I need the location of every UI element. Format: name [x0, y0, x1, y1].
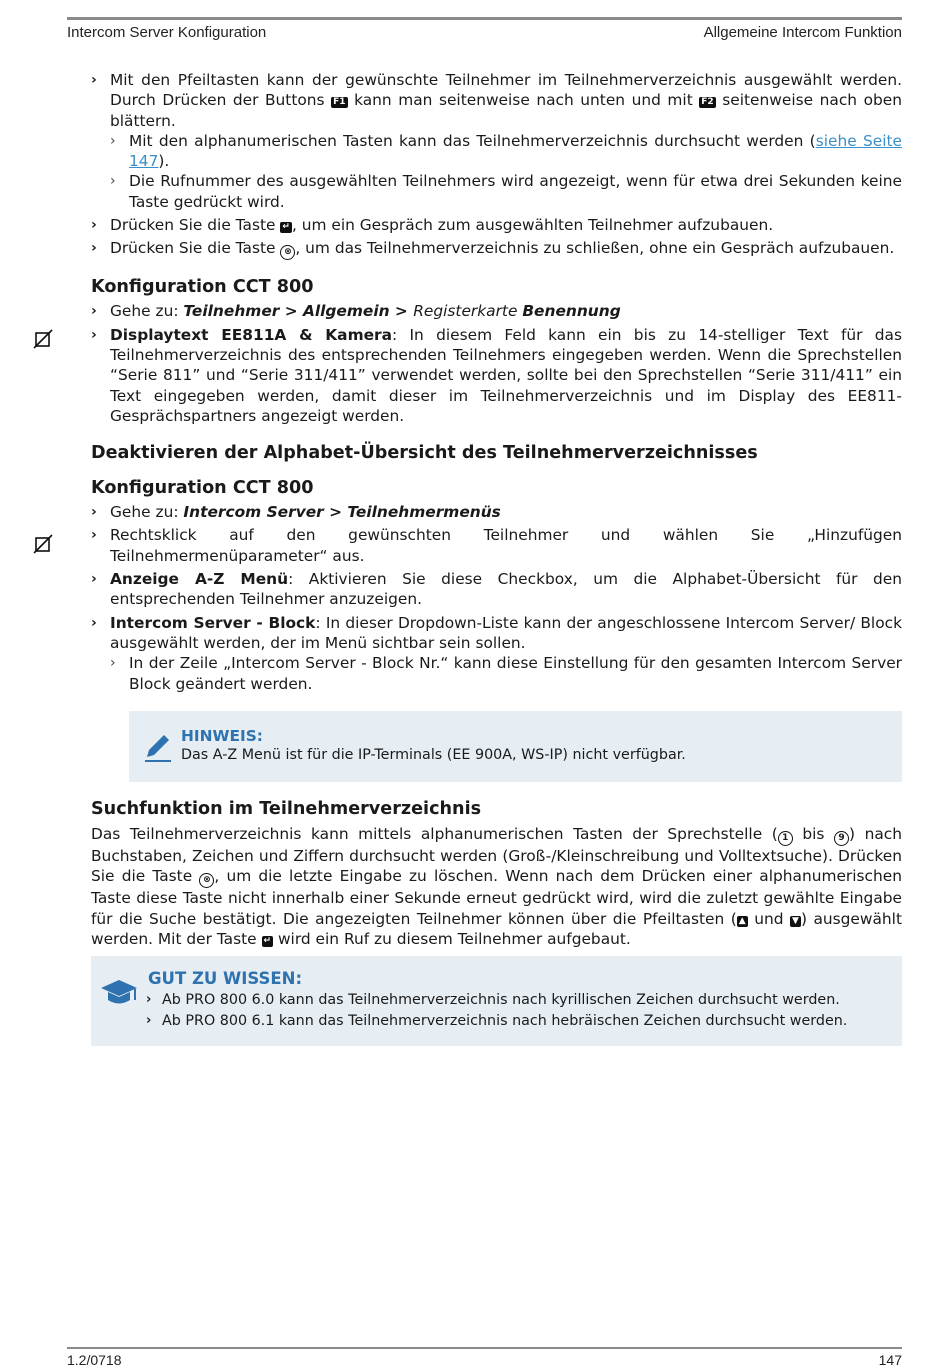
- chevron-outline-icon: ›: [110, 132, 116, 149]
- no-edit-icon: [33, 329, 53, 349]
- graduation-cap-icon: [99, 976, 139, 1008]
- enter-key-icon: ↵: [263, 935, 272, 946]
- list-item: › Gehe zu: Intercom Server > Teilnehmermenüs: [91, 503, 501, 522]
- down-key-icon: ▼: [792, 915, 799, 926]
- header-left: Intercom Server Konfiguration: [67, 24, 267, 41]
- good-to-know-box: [91, 956, 902, 1046]
- chevron-right-icon: ›: [91, 72, 97, 88]
- chevron-right-icon: ›: [91, 504, 97, 521]
- up-key-icon: ▲: [738, 915, 746, 926]
- chevron-right-icon: ›: [91, 240, 97, 257]
- footer-rule: [67, 1347, 902, 1349]
- list-item: › Mit den Pfeiltasten kann der gewünschte Teilnehmer im Teilnehmerverzeichnis ausgewählt werden. Durch Drücken der Buttons F1 kann man seitenweise nach unten und mit F2 seitenweise nach oben blättern.: [91, 71, 902, 130]
- paragraph: Das Teilnehmerverzeichnis kann mittels alphanumerischen Tasten der Sprechstelle ( 1 bis 9 ) nach Buchstaben, Zeichen und Ziffern durchsucht werden (Groß-/Kleinschreibung und Volltextsuche). Drücken Sie die Taste ⊗ , um die letzte Eingabe zu löschen. Wenn nach dem Drücken einer alphanumerischen Taste diese Taste nicht innerhalb einer Sekunde erneut gedrückt wird, wird die zuletzt gewählte Eingabe für die Suche bestätigt. Die angezeigten Teilnehmer können über die Pfeiltasten ( ▲ und ▼ ) ausgewählt werden. Mit der Taste ↵ wird ein Ruf zu diesem Teilnehmer aufgebaut.: [91, 825, 902, 948]
- note-box: [129, 711, 902, 782]
- page-link[interactable]: siehe Seite 147: [129, 131, 902, 171]
- close-key-icon: ⊗: [280, 245, 295, 260]
- key-1-icon: 1: [778, 831, 793, 846]
- header-right: Allgemeine Intercom Funktion: [703, 24, 902, 41]
- section-subheading: Konfiguration CCT 800: [91, 478, 314, 499]
- chevron-outline-icon: ›: [110, 173, 116, 190]
- f2-key-icon: F2: [701, 97, 714, 108]
- f1-key-icon: F1: [333, 97, 346, 108]
- know-line: Ab PRO 800 6.0 kann das Teilnehmerverzeichnis nach kyrillischen Zeichen durchsucht werden.: [162, 992, 840, 1008]
- know-line: Ab PRO 800 6.1 kann das Teilnehmerverzeichnis nach hebräischen Zeichen durchsucht werden.: [162, 1013, 848, 1029]
- list-item: › Drücken Sie die Taste ↵ , um ein Gespräch zum ausgewählten Teilnehmer aufzubauen.: [91, 216, 774, 235]
- list-item: › Displaytext EE811A & Kamera: In diesem Feld kann ein bis zu 14-stelliger Text für das Teilnehmerverzeichnis des entsprechenden Teilnehmers eingegeben werden. Wenn die Sprechstellen “Serie 811” und “Serie 311/411” verwendet werden, sollte bei den Sprechstellen “Serie 311/411” ein Text eingegeben werden, damit dieser im Teilnehmerverzeichnis und im Display des EE811-Gesprächspartners angezeigt werden.: [91, 325, 902, 425]
- page-number: 147: [878, 1352, 902, 1368]
- list-item: › Anzeige A-Z Menü: Aktivieren Sie diese Checkbox, um die Alphabet-Übersicht für den entsprechenden Teilnehmer anzuzeigen.: [91, 570, 903, 609]
- list-item: › Gehe zu: Teilnehmer > Allgemein > Registerkarte Benennung: [91, 302, 621, 321]
- list-item: › Die Rufnummer des ausgewählten Teilnehmers wird angezeigt, wenn für etwa drei Sekunden keine Taste gedrückt wird.: [110, 172, 902, 211]
- chevron-right-icon: ›: [146, 992, 152, 1007]
- chevron-outline-icon: ›: [110, 655, 116, 672]
- chevron-right-icon: ›: [91, 303, 97, 320]
- no-edit-icon: [33, 534, 53, 554]
- note-title: HINWEIS:: [181, 727, 263, 745]
- chevron-right-icon: ›: [146, 1013, 152, 1028]
- chevron-right-icon: ›: [91, 326, 97, 343]
- section-heading: Deaktivieren der Alphabet-Übersicht des Teilnehmerverzeichnisses: [91, 443, 758, 464]
- chevron-right-icon: ›: [91, 571, 97, 588]
- main-content: [91, 70, 902, 694]
- pencil-icon: [143, 731, 173, 763]
- key-9-icon: 9: [834, 831, 849, 846]
- header-rule: [67, 17, 902, 20]
- list-item: › In der Zeile „Intercom Server - Block Nr.“ kann diese Einstellung für den gesamten Intercom Server Block geändert werden.: [110, 654, 902, 693]
- list-item: › Rechtsklick auf den gewünschten Teilnehmer und wählen Sie „Hinzufügen Teilnehmermenüparameter“ aus.: [91, 526, 902, 565]
- chevron-right-icon: ›: [91, 217, 97, 234]
- close-key-icon: ⊗: [199, 873, 214, 888]
- list-item: › Mit den alphanumerischen Tasten kann das Teilnehmerverzeichnis durchsucht werden (siehe Seite 147).: [110, 131, 902, 171]
- footer-version: 1.2/0718: [67, 1352, 122, 1368]
- section-heading: Konfiguration CCT 800: [91, 277, 314, 298]
- know-title: GUT ZU WISSEN:: [148, 969, 303, 988]
- enter-key-icon: ↵: [282, 222, 290, 233]
- note-text: Das A-Z Menü ist für die IP-Terminals (EE 900A, WS-IP) nicht verfügbar.: [181, 747, 686, 763]
- list-item: › Intercom Server - Block: In dieser Dropdown-Liste kann der angeschlossene Intercom Server/ Block ausgewählt werden, der im Menü sichtbar sein sollen.: [91, 613, 902, 652]
- section-heading: Suchfunktion im Teilnehmerverzeichnis: [91, 799, 482, 819]
- chevron-right-icon: ›: [91, 614, 97, 631]
- list-item: › Drücken Sie die Taste ⊗ , um das Teilnehmerverzeichnis zu schließen, ohne ein Gespräch aufzubauen.: [91, 238, 902, 260]
- chevron-right-icon: ›: [91, 527, 97, 544]
- search-section: [91, 798, 902, 949]
